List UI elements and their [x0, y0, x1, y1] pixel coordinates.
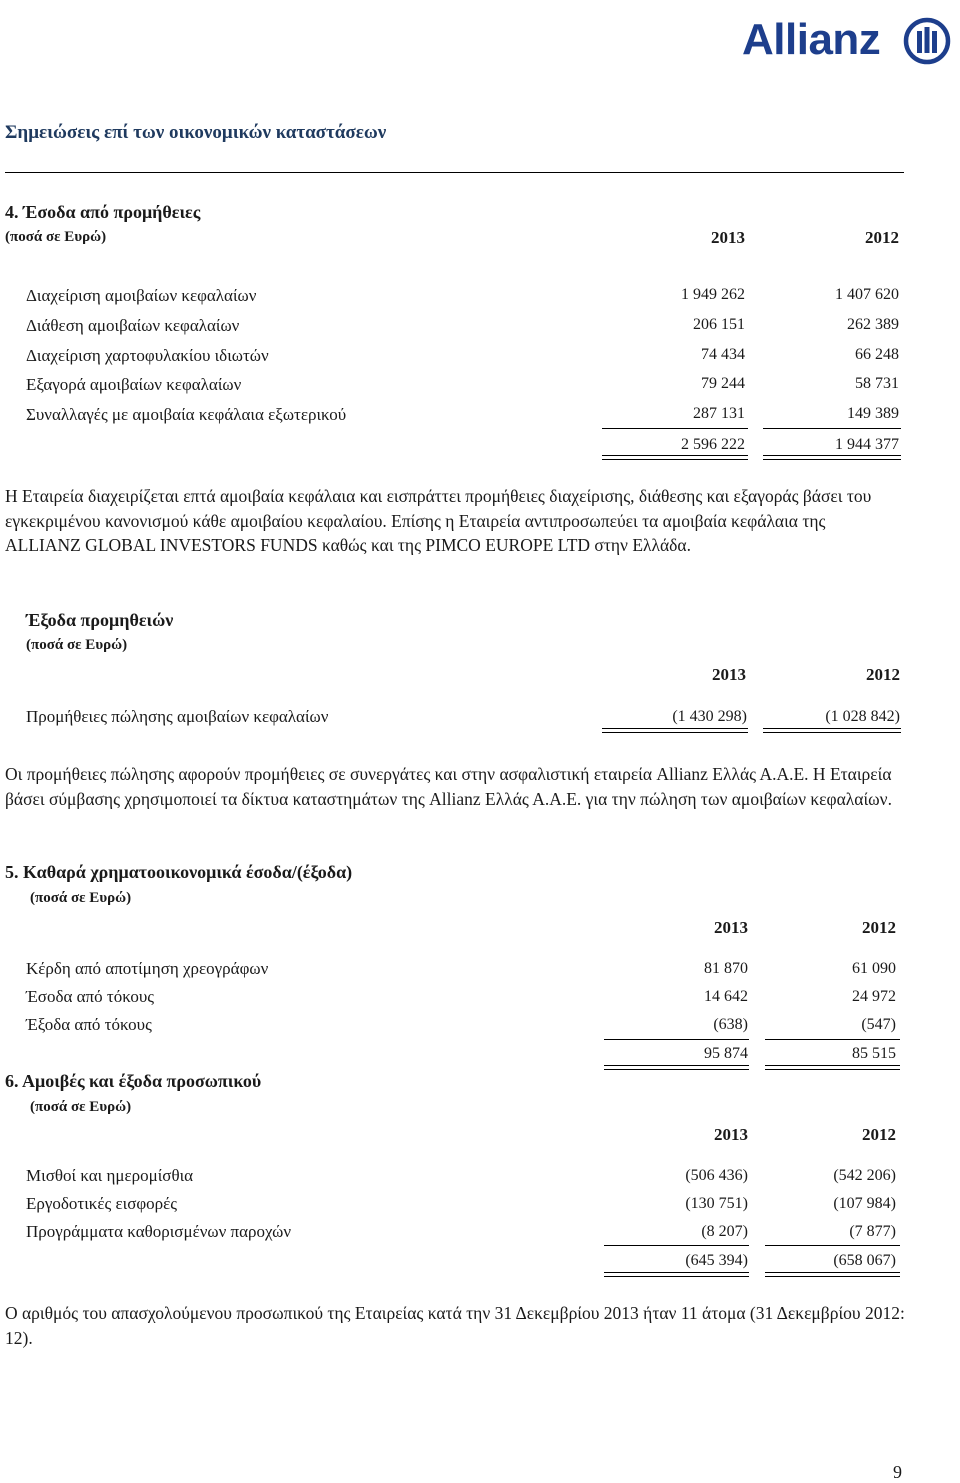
header-divider [5, 172, 904, 173]
total-double-rule-2013 [602, 728, 748, 733]
note6-unit: (ποσά σε Ευρώ) [30, 1099, 132, 1115]
table-cell-2013: (1 430 298) [672, 708, 747, 725]
subtotal-rule-2012 [765, 1245, 900, 1246]
page-header-title: Σημειώσεις επί των οικονομικών καταστάσεων [5, 122, 387, 143]
page-number: 9 [893, 1462, 902, 1482]
table-cell-2013: (130 751) [685, 1195, 748, 1212]
note5-unit: (ποσά σε Ευρώ) [30, 890, 132, 906]
table-cell-2013: 287 131 [693, 405, 745, 422]
total-double-rule-2013 [602, 455, 748, 460]
total-double-rule-2013 [604, 1065, 749, 1070]
note4-total-2013: 2 596 222 [681, 436, 745, 453]
total-double-rule-2013 [604, 1272, 749, 1277]
table-row-label: Συναλλαγές με αμοιβαία κεφάλαια εξωτερικού [26, 405, 347, 424]
allianz-eagle-icon [902, 16, 952, 66]
table-cell-2013: 74 434 [701, 346, 745, 363]
note5-title: 5. Καθαρά χρηματοοικονομικά έσοδα/(έξοδα) [5, 862, 353, 882]
table-cell-2013: 206 151 [693, 316, 745, 333]
table-row-label: Έσοδα από τόκους [26, 987, 155, 1006]
note4-year-2013: 2013 [711, 228, 745, 247]
note5-total-2013: 95 874 [704, 1045, 748, 1062]
table-cell-2012: (107 984) [833, 1195, 896, 1212]
table-row-label: Μισθοί και ημερομίσθια [26, 1166, 194, 1185]
note4-total-2012: 1 944 377 [835, 436, 899, 453]
expenses-title: Έξοδα προμηθειών [26, 610, 174, 630]
expenses-year-2012: 2012 [866, 665, 900, 684]
table-cell-2012: 66 248 [855, 346, 899, 363]
note6-total-2013: (645 394) [685, 1252, 748, 1269]
allianz-logo [742, 12, 956, 68]
note5-year-2012: 2012 [862, 918, 896, 937]
table-row-label: Έξοδα από τόκους [26, 1015, 152, 1034]
note6-year-2012: 2012 [862, 1125, 896, 1144]
note6-year-2013: 2013 [714, 1125, 748, 1144]
table-cell-2012: (547) [861, 1016, 896, 1033]
expenses-unit: (ποσά σε Ευρώ) [26, 637, 128, 653]
table-cell-2012: 58 731 [855, 375, 899, 392]
table-cell-2013: 81 870 [704, 960, 748, 977]
table-row-label: Προμήθειες πώλησης αμοιβαίων κεφαλαίων [26, 707, 329, 726]
note6-paragraph: Ο αριθμός του απασχολούμενου προσωπικού της Εταιρείας κατά την 31 Δεκεμβρίου 2013 ήταν 11 άτομα (31 Δεκεμβρίου 2012: 12). [5, 1303, 905, 1348]
table-cell-2013: (638) [713, 1016, 748, 1033]
subtotal-rule-2012 [763, 428, 901, 429]
total-double-rule-2012 [763, 455, 901, 460]
table-cell-2012: (1 028 842) [825, 708, 900, 725]
table-row-label: Διαχείριση αμοιβαίων κεφαλαίων [26, 286, 257, 305]
total-double-rule-2012 [765, 1065, 900, 1070]
table-cell-2013: 14 642 [704, 988, 748, 1005]
table-row-label: Προγράμματα καθορισμένων παροχών [26, 1222, 292, 1241]
logo-text: Allianz [742, 15, 881, 64]
subtotal-rule-2013 [602, 428, 748, 429]
table-cell-2012: (542 206) [833, 1167, 896, 1184]
note5-year-2013: 2013 [714, 918, 748, 937]
table-cell-2012: 262 389 [847, 316, 899, 333]
subtotal-rule-2012 [765, 1039, 900, 1040]
table-cell-2012: 24 972 [852, 988, 896, 1005]
note4-year-2012: 2012 [865, 228, 899, 247]
expenses-paragraph: Οι προμήθειες πώλησης αφορούν προμήθειες σε συνεργάτες και στην ασφαλιστική εταιρεία Allianz Ελλάς Α.Α.Ε. Η Εταιρεία βάσει σύμβασης χρησιμοποιεί τα δίκτυα καταστημάτων της Allianz Ελλάς Α.Α.Ε. για την πώληση των αμοιβαίων κεφαλαίων. [5, 764, 892, 809]
table-cell-2013: 1 949 262 [681, 286, 745, 303]
subtotal-rule-2013 [604, 1039, 749, 1040]
table-cell-2012: (7 877) [849, 1223, 896, 1240]
table-row-label: Εξαγορά αμοιβαίων κεφαλαίων [26, 375, 242, 394]
table-row-label: Διάθεση αμοιβαίων κεφαλαίων [26, 316, 240, 335]
table-row-label: Διαχείριση χαρτοφυλακίου ιδιωτών [26, 346, 269, 365]
subtotal-rule-2013 [604, 1245, 749, 1246]
note5-total-2012: 85 515 [852, 1045, 896, 1062]
table-row-label: Εργοδοτικές εισφορές [26, 1194, 178, 1213]
note6-total-2012: (658 067) [833, 1252, 896, 1269]
table-cell-2013: 79 244 [701, 375, 745, 392]
note4-paragraph: Η Εταιρεία διαχειρίζεται επτά αμοιβαία κεφάλαια και εισπράττει προμήθειες διαχείρισης, διάθεσης και εξαγοράς βάσει του εγκεκριμένου κανονισμού κάθε αμοιβαίου κεφαλαίου. Επίσης η Εταιρεία αντιπροσωπεύει τα αμοιβαία κεφάλαια της ALLIANZ GLOBAL INVESTORS FUNDS καθώς και της PIMCO EUROPE LTD στην Ελλάδα. [5, 486, 872, 556]
note4-unit: (ποσά σε Ευρώ) [5, 229, 107, 245]
note4-title: 4. Έσοδα από προμήθειες [5, 202, 201, 222]
table-row-label: Κέρδη από αποτίμηση χρεογράφων [26, 959, 269, 978]
table-cell-2012: 1 407 620 [835, 286, 899, 303]
table-cell-2012: 149 389 [847, 405, 899, 422]
note6-title: 6. Αμοιβές και έξοδα προσωπικού [5, 1071, 262, 1091]
table-cell-2013: (506 436) [685, 1167, 748, 1184]
total-double-rule-2012 [765, 1272, 900, 1277]
table-cell-2012: 61 090 [852, 960, 896, 977]
expenses-year-2013: 2013 [712, 665, 746, 684]
total-double-rule-2012 [763, 728, 901, 733]
table-cell-2013: (8 207) [701, 1223, 748, 1240]
